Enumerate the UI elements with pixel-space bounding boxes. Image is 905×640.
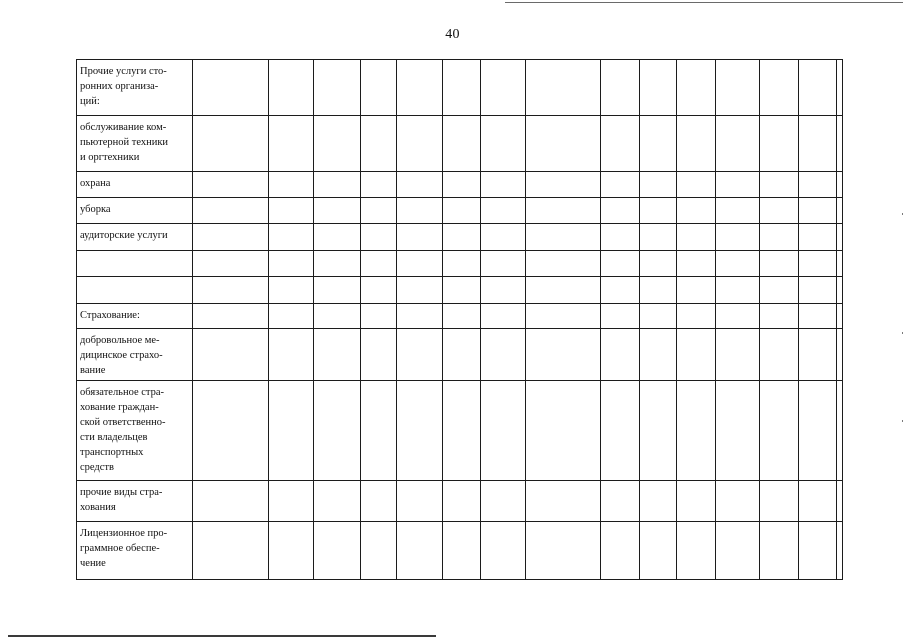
row-label-line: обязательное стра-: [80, 387, 165, 398]
empty-cell: [481, 329, 526, 381]
empty-cell: [481, 381, 526, 481]
empty-cell: [601, 172, 640, 198]
empty-cell: [837, 277, 843, 304]
empty-cell: [193, 329, 269, 381]
empty-cell: [526, 481, 601, 522]
table-row: [77, 381, 843, 481]
empty-cell: [760, 522, 799, 580]
row-label-line: вание: [80, 365, 106, 376]
empty-cell: [193, 481, 269, 522]
empty-cell: [314, 329, 361, 381]
row-label-line: уборка: [80, 204, 111, 215]
empty-cell: [193, 251, 269, 277]
top-scan-rule: [505, 2, 903, 3]
empty-cell: [677, 481, 716, 522]
empty-cell: [760, 116, 799, 172]
empty-cell: [640, 116, 677, 172]
empty-cell: [837, 481, 843, 522]
empty-cell: [601, 481, 640, 522]
row-label-cell: [77, 304, 193, 329]
empty-cell: [269, 172, 314, 198]
empty-cell: [799, 116, 837, 172]
empty-cell: [481, 224, 526, 251]
empty-cell: [640, 172, 677, 198]
empty-cell: [526, 277, 601, 304]
empty-cell: [443, 481, 481, 522]
empty-cell: [601, 522, 640, 580]
empty-cell: [799, 329, 837, 381]
row-label-line: обслуживание ком-: [80, 122, 167, 133]
empty-cell: [760, 329, 799, 381]
empty-cell: [269, 198, 314, 224]
empty-cell: [716, 198, 760, 224]
empty-cell: [443, 224, 481, 251]
empty-cell: [677, 60, 716, 116]
empty-cell: [716, 481, 760, 522]
empty-cell: [716, 251, 760, 277]
row-label-line: ской ответственно-: [80, 417, 166, 428]
empty-cell: [526, 522, 601, 580]
row-label-line: сти владельцев: [80, 432, 148, 443]
table-row: [77, 198, 843, 224]
empty-cell: [716, 304, 760, 329]
row-label-line: Лицензионное про-: [80, 528, 168, 539]
empty-cell: [640, 277, 677, 304]
empty-cell: [837, 60, 843, 116]
empty-cell: [481, 304, 526, 329]
empty-cell: [361, 224, 397, 251]
empty-cell: [760, 60, 799, 116]
empty-cell: [314, 304, 361, 329]
empty-cell: [397, 251, 443, 277]
empty-cell: [799, 481, 837, 522]
margin-mark: [902, 332, 903, 334]
empty-cell: [640, 224, 677, 251]
table-row: [77, 172, 843, 198]
empty-cell: [397, 522, 443, 580]
row-label-line: Прочие услуги сто-: [80, 66, 167, 77]
empty-cell: [601, 116, 640, 172]
empty-cell: [361, 481, 397, 522]
empty-cell: [314, 522, 361, 580]
empty-cell: [677, 224, 716, 251]
empty-cell: [677, 381, 716, 481]
empty-cell: [314, 251, 361, 277]
empty-cell: [640, 381, 677, 481]
empty-cell: [397, 329, 443, 381]
row-label-line: добровольное ме-: [80, 335, 160, 346]
empty-cell: [526, 304, 601, 329]
empty-cell: [481, 277, 526, 304]
margin-mark: [902, 213, 903, 215]
row-label-cell: [77, 198, 193, 224]
empty-cell: [193, 116, 269, 172]
empty-cell: [269, 277, 314, 304]
empty-cell: [481, 60, 526, 116]
empty-cell: [481, 172, 526, 198]
empty-cell: [314, 277, 361, 304]
empty-cell: [716, 60, 760, 116]
empty-cell: [601, 329, 640, 381]
empty-cell: [760, 381, 799, 481]
empty-cell: [677, 304, 716, 329]
empty-cell: [526, 60, 601, 116]
row-label-line: транспортных: [80, 447, 144, 458]
empty-cell: [481, 251, 526, 277]
row-label-cell: [77, 251, 193, 277]
empty-cell: [314, 381, 361, 481]
empty-cell: [799, 198, 837, 224]
row-label-line: и оргтехники: [80, 152, 140, 163]
empty-cell: [443, 251, 481, 277]
empty-cell: [397, 481, 443, 522]
row-label-cell: [77, 116, 193, 172]
empty-cell: [193, 172, 269, 198]
empty-cell: [799, 381, 837, 481]
table-row: [77, 481, 843, 522]
empty-cell: [443, 522, 481, 580]
empty-cell: [397, 198, 443, 224]
empty-cell: [601, 224, 640, 251]
table-row: [77, 251, 843, 277]
row-label-line: аудиторские услуги: [80, 230, 168, 241]
empty-cell: [799, 224, 837, 251]
empty-cell: [760, 172, 799, 198]
empty-cell: [677, 522, 716, 580]
empty-cell: [269, 224, 314, 251]
row-label-line: средств: [80, 462, 114, 473]
empty-cell: [443, 116, 481, 172]
empty-cell: [361, 251, 397, 277]
margin-mark: [902, 420, 903, 422]
empty-cell: [799, 522, 837, 580]
empty-cell: [269, 116, 314, 172]
empty-cell: [361, 522, 397, 580]
empty-cell: [361, 329, 397, 381]
empty-cell: [601, 304, 640, 329]
row-label-cell: [77, 60, 193, 116]
empty-cell: [526, 198, 601, 224]
empty-cell: [269, 304, 314, 329]
empty-cell: [799, 251, 837, 277]
bottom-scan-rule: [8, 635, 436, 637]
empty-cell: [677, 277, 716, 304]
empty-cell: [361, 60, 397, 116]
empty-cell: [837, 198, 843, 224]
empty-cell: [716, 381, 760, 481]
empty-cell: [601, 381, 640, 481]
row-label-line: хования: [80, 502, 116, 513]
empty-cell: [193, 277, 269, 304]
empty-cell: [481, 481, 526, 522]
empty-cell: [397, 381, 443, 481]
empty-cell: [269, 481, 314, 522]
empty-cell: [716, 116, 760, 172]
empty-cell: [601, 277, 640, 304]
row-label-cell: [77, 224, 193, 251]
data-table: [76, 59, 843, 580]
empty-cell: [799, 172, 837, 198]
empty-cell: [397, 172, 443, 198]
empty-cell: [361, 198, 397, 224]
empty-cell: [193, 381, 269, 481]
empty-cell: [640, 60, 677, 116]
empty-cell: [640, 304, 677, 329]
empty-cell: [314, 60, 361, 116]
empty-cell: [269, 251, 314, 277]
empty-cell: [716, 224, 760, 251]
empty-cell: [837, 172, 843, 198]
page-number: 40: [445, 27, 460, 42]
empty-cell: [799, 304, 837, 329]
empty-cell: [677, 329, 716, 381]
row-label-cell: [77, 381, 193, 481]
empty-cell: [443, 172, 481, 198]
row-label-line: ронних организа-: [80, 81, 159, 92]
row-label-line: хование граждан-: [80, 402, 159, 413]
empty-cell: [443, 329, 481, 381]
empty-cell: [837, 329, 843, 381]
empty-cell: [443, 304, 481, 329]
empty-cell: [677, 116, 716, 172]
table-row: [77, 329, 843, 381]
empty-cell: [799, 60, 837, 116]
empty-cell: [837, 381, 843, 481]
empty-cell: [601, 198, 640, 224]
empty-cell: [481, 116, 526, 172]
table-row: [77, 224, 843, 251]
empty-cell: [760, 251, 799, 277]
empty-cell: [799, 277, 837, 304]
empty-cell: [837, 304, 843, 329]
empty-cell: [269, 60, 314, 116]
empty-cell: [526, 329, 601, 381]
empty-cell: [361, 116, 397, 172]
empty-cell: [443, 381, 481, 481]
empty-cell: [526, 116, 601, 172]
row-label-line: пьютерной техники: [80, 137, 169, 148]
empty-cell: [716, 277, 760, 304]
empty-cell: [361, 304, 397, 329]
empty-cell: [193, 304, 269, 329]
empty-cell: [269, 381, 314, 481]
empty-cell: [443, 198, 481, 224]
empty-cell: [314, 198, 361, 224]
empty-cell: [269, 329, 314, 381]
empty-cell: [314, 116, 361, 172]
row-label-line: чение: [80, 558, 106, 569]
empty-cell: [677, 172, 716, 198]
row-label-line: прочие виды стра-: [80, 487, 163, 498]
table-row: [77, 304, 843, 329]
empty-cell: [526, 381, 601, 481]
empty-cell: [760, 198, 799, 224]
row-label-line: граммное обеспе-: [80, 543, 160, 554]
table-row: [77, 277, 843, 304]
empty-cell: [640, 522, 677, 580]
empty-cell: [760, 224, 799, 251]
empty-cell: [193, 60, 269, 116]
empty-cell: [760, 481, 799, 522]
empty-cell: [716, 329, 760, 381]
row-label-line: дицинское страхо-: [80, 350, 163, 361]
empty-cell: [677, 198, 716, 224]
table-row: [77, 522, 843, 580]
row-label-line: ций:: [80, 96, 100, 107]
empty-cell: [397, 60, 443, 116]
empty-cell: [193, 198, 269, 224]
empty-cell: [716, 172, 760, 198]
empty-cell: [314, 224, 361, 251]
empty-cell: [837, 522, 843, 580]
empty-cell: [640, 329, 677, 381]
empty-cell: [443, 60, 481, 116]
empty-cell: [526, 172, 601, 198]
empty-cell: [397, 116, 443, 172]
empty-cell: [397, 224, 443, 251]
empty-cell: [760, 277, 799, 304]
empty-cell: [361, 277, 397, 304]
empty-cell: [601, 60, 640, 116]
empty-cell: [361, 381, 397, 481]
empty-cell: [314, 481, 361, 522]
empty-cell: [760, 304, 799, 329]
empty-cell: [837, 116, 843, 172]
row-label-cell: [77, 277, 193, 304]
empty-cell: [481, 198, 526, 224]
table-row: [77, 60, 843, 116]
empty-cell: [716, 522, 760, 580]
empty-cell: [526, 251, 601, 277]
empty-cell: [640, 251, 677, 277]
empty-cell: [314, 172, 361, 198]
row-label-line: Страхование:: [80, 310, 140, 321]
empty-cell: [837, 224, 843, 251]
empty-cell: [640, 198, 677, 224]
row-label-cell: [77, 329, 193, 381]
empty-cell: [269, 522, 314, 580]
empty-cell: [640, 481, 677, 522]
empty-cell: [397, 304, 443, 329]
row-label-cell: [77, 481, 193, 522]
empty-cell: [193, 522, 269, 580]
empty-cell: [601, 251, 640, 277]
empty-cell: [481, 522, 526, 580]
table-row: [77, 116, 843, 172]
empty-cell: [677, 251, 716, 277]
empty-cell: [193, 224, 269, 251]
empty-cell: [397, 277, 443, 304]
empty-cell: [443, 277, 481, 304]
empty-cell: [526, 224, 601, 251]
empty-cell: [361, 172, 397, 198]
row-label-cell: [77, 172, 193, 198]
empty-cell: [837, 251, 843, 277]
row-label-line: охрана: [80, 178, 111, 189]
row-label-cell: [77, 522, 193, 580]
